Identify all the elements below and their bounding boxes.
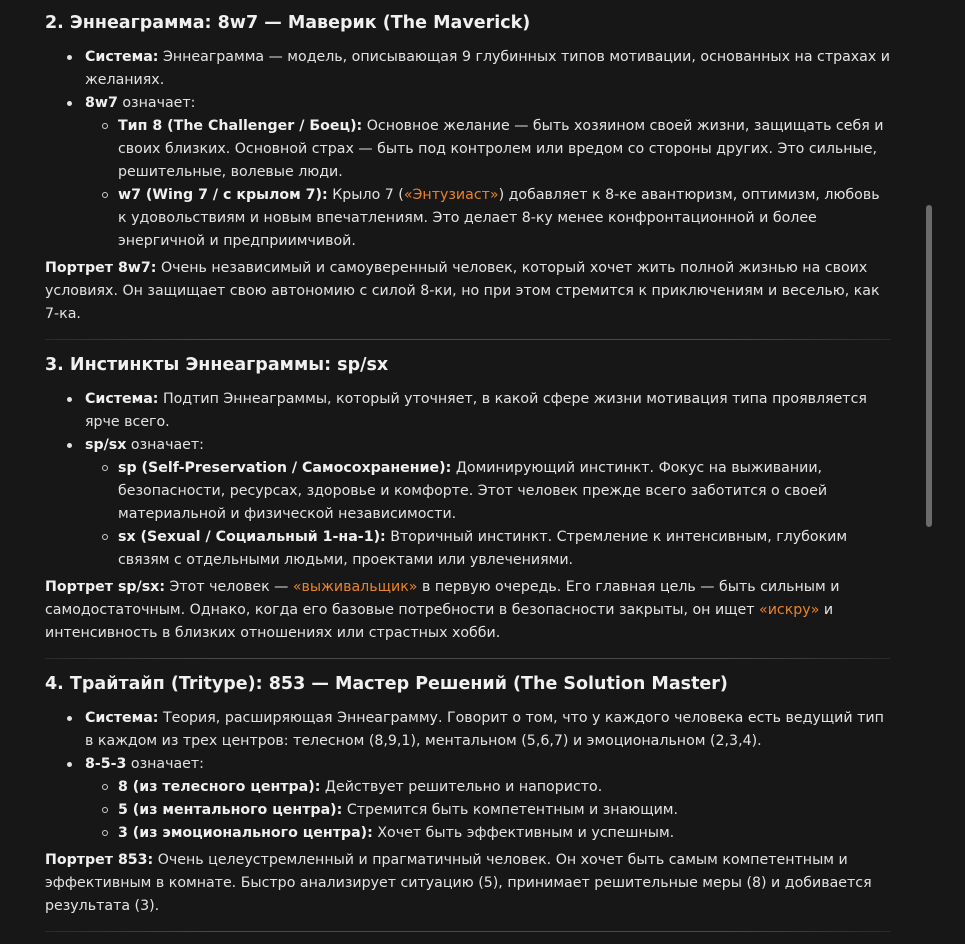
bold-label: Портрет sp/sx: (45, 579, 165, 595)
text-segment: Теория, расширяющая Эннеаграмму. Говорит о том, что у каждого человека есть ведущий тип в каждом из трех центров: телесном (8,9,1), ментальном (5,6,7) и эмоциональном (2,3,4). (85, 710, 884, 749)
bold-label: sp (Self-Preservation / Самосохранение): (118, 460, 452, 476)
text-segment: в первую очередь. Его главная цель — быть сильным и самодостаточным. Однако, когда его базовые потребности в безопасности закрыты, он ищет (45, 579, 840, 618)
text-segment: Стремится быть компетентным и знающим. (342, 802, 679, 818)
sub-list-item (85, 822, 890, 845)
bullet-list (45, 388, 890, 572)
bullet-list (45, 707, 890, 845)
divider (45, 339, 890, 340)
sub-list-item (85, 799, 890, 822)
sub-bullet-list (85, 776, 890, 845)
text-segment: Основное желание — быть хозяином своей жизни, защищать себя и своих близких. Основной страх — быть под контролем или вредом со стороны других. Это сильные, решительные, волевые люди. (118, 118, 884, 180)
bold-label: Портрет 8w7: (45, 260, 157, 276)
bold-label: Система: (85, 710, 159, 726)
text-segment: Хочет быть эффективным и успешным. (372, 825, 675, 841)
text-segment: Этот человек — (165, 579, 293, 595)
text-segment: Очень целеустремленный и прагматичный человек. Он хочет быть самым компетентным и эффективным в комнате. Быстро анализирует ситуацию (5), принимает решительные меры (8) и добивается результата (3). (45, 852, 872, 914)
bold-label: Система: (85, 49, 159, 65)
sub-bullet-list (85, 457, 890, 572)
list-item (45, 753, 890, 845)
text-segment: означает: (117, 95, 196, 111)
sub-list-item (85, 526, 890, 572)
highlighted-term: «выживальщик» (292, 579, 418, 595)
text-segment: Очень независимый и самоуверенный человек, который хочет жить полной жизнью на своих условиях. Он защищает свою автономию с силой 8-ки, но при этом стремится к приключениям и веселью, как 7-ка. (45, 260, 880, 322)
bold-label: 8w7 (85, 95, 118, 111)
text-segment: Крыло 7 ( (327, 187, 404, 203)
sub-list-item (85, 776, 890, 799)
section (45, 352, 890, 645)
divider (45, 658, 890, 659)
section (45, 671, 890, 918)
list-item (45, 388, 890, 434)
bold-label: Тип 8 (The Challenger / Боец): (118, 118, 363, 134)
list-item (45, 434, 890, 572)
chat-message-content (45, 6, 890, 944)
text-segment: означает: (126, 437, 204, 453)
bold-label: 8 (из телесного центра): (118, 779, 321, 795)
scrollbar[interactable] (926, 205, 932, 527)
text-segment: и интенсивность в близких отношениях или страстных хобби. (45, 602, 834, 641)
portrait-paragraph (45, 576, 890, 645)
bold-label: sx (Sexual / Социальный 1-на-1): (118, 529, 386, 545)
sub-bullet-list (85, 115, 890, 253)
text-segment: Подтип Эннеаграммы, который уточняет, в какой сфере жизни мотивация типа проявляется ярче всего. (85, 391, 867, 430)
bold-label: Система: (85, 391, 159, 407)
section (45, 10, 890, 326)
sub-list-item (85, 184, 890, 253)
text-segment: Действует решительно и напористо. (320, 779, 603, 795)
text-segment: Вторичный инстинкт. Стремление к интенсивным, глубоким связям с отдельными людьми, проектами или увлечениями. (118, 529, 848, 568)
portrait-paragraph (45, 257, 890, 326)
list-item (45, 707, 890, 753)
text-segment: означает: (126, 756, 204, 772)
sub-list-item (85, 115, 890, 184)
divider (45, 931, 890, 932)
bold-label: sp/sx (85, 437, 127, 453)
sub-list-item (85, 457, 890, 526)
text-segment: Эннеаграмма — модель, описывающая 9 глубинных типов мотивации, основанных на страхах и желаниях. (85, 49, 891, 88)
list-item (45, 46, 890, 92)
bold-label: 5 (из ментального центра): (118, 802, 343, 818)
section-heading: 3. Инстинкты Эннеаграммы: sp/sx (45, 355, 389, 375)
highlighted-term: «искру» (759, 602, 820, 618)
list-item (45, 92, 890, 253)
bold-label: 8-5-3 (85, 756, 127, 772)
bold-label: w7 (Wing 7 / с крылом 7): (118, 187, 328, 203)
bullet-list (45, 46, 890, 253)
section-heading: 2. Эннеаграмма: 8w7 — Маверик (The Maverick) (45, 13, 531, 33)
text-segment: Доминирующий инстинкт. Фокус на выживании, безопасности, ресурсах, здоровье и комфорте. Этот человек прежде всего заботится о своей материальной и физической независимости. (118, 460, 828, 522)
bold-label: Портрет 853: (45, 852, 154, 868)
portrait-paragraph (45, 849, 890, 918)
highlighted-term: «Энтузиаст» (403, 187, 499, 203)
text-segment: ) добавляет к 8-ке авантюризм, оптимизм, любовь к удовольствиям и новым впечатлениям. Это делает 8-ку менее конфронтационной и более энергичной и предприимчивой. (118, 187, 880, 249)
section-heading: 4. Трайтайп (Tritype): 853 — Мастер Решений (The Solution Master) (45, 674, 728, 694)
bold-label: 3 (из эмоционального центра): (118, 825, 373, 841)
